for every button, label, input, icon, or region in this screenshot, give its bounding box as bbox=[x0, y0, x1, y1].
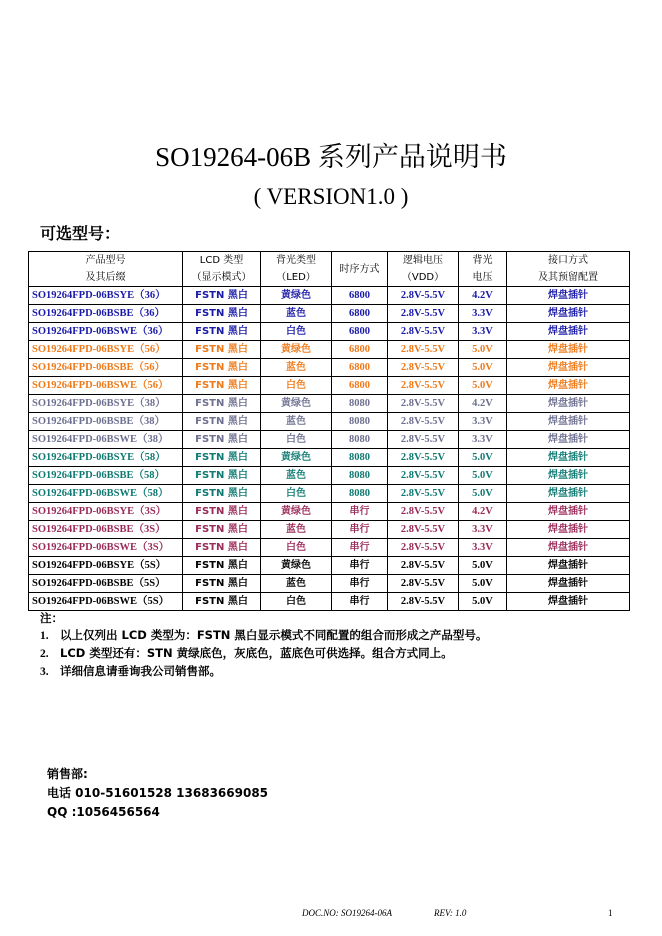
table-cell: FSTN 黑白 bbox=[183, 575, 261, 593]
table-cell: 串行 bbox=[332, 521, 388, 539]
table-cell: 蓝色 bbox=[261, 521, 332, 539]
table-row bbox=[29, 359, 630, 377]
table-cell: 黄绿色 bbox=[261, 557, 332, 575]
table-cell: 焊盘插针 bbox=[507, 467, 630, 485]
table-cell: 焊盘插针 bbox=[507, 341, 630, 359]
table-cell: 6800 bbox=[332, 377, 388, 395]
note-number: 3. bbox=[40, 666, 49, 678]
table-cell: FSTN 黑白 bbox=[183, 449, 261, 467]
table-cell: 5.0V bbox=[459, 575, 507, 593]
section-heading: 可选型号： bbox=[40, 224, 121, 243]
table-row bbox=[29, 341, 630, 359]
model-table bbox=[28, 251, 630, 611]
table-cell: FSTN 黑白 bbox=[183, 485, 261, 503]
table-cell: 串行 bbox=[332, 557, 388, 575]
table-cell: 焊盘插针 bbox=[507, 323, 630, 341]
table-cell: 焊盘插针 bbox=[507, 449, 630, 467]
table-cell: SO19264FPD-06BSBE（56） bbox=[29, 359, 183, 377]
column-header bbox=[332, 252, 388, 287]
table-cell: 4.2V bbox=[459, 503, 507, 521]
table-cell: 2.8V-5.5V bbox=[388, 359, 459, 377]
table-cell: 焊盘插针 bbox=[507, 359, 630, 377]
note-text: 详细信息请垂询我公司销售部。 bbox=[60, 664, 221, 678]
table-cell: 白色 bbox=[261, 539, 332, 557]
table-row bbox=[29, 575, 630, 593]
table-cell: 5.0V bbox=[459, 449, 507, 467]
column-header bbox=[261, 252, 332, 287]
table-cell: SO19264FPD-06BSYE（3S） bbox=[29, 503, 183, 521]
table-cell: 2.8V-5.5V bbox=[388, 503, 459, 521]
table-cell: SO19264FPD-06BSYE（56） bbox=[29, 341, 183, 359]
column-header bbox=[459, 252, 507, 287]
table-cell: 黄绿色 bbox=[261, 287, 332, 305]
table-cell: 2.8V-5.5V bbox=[388, 305, 459, 323]
table-cell: 白色 bbox=[261, 485, 332, 503]
table-body bbox=[29, 287, 630, 611]
table-cell: FSTN 黑白 bbox=[183, 521, 261, 539]
table-cell: 6800 bbox=[332, 359, 388, 377]
table-cell: 白色 bbox=[261, 593, 332, 611]
page-number: 1 bbox=[608, 908, 613, 918]
table-row bbox=[29, 485, 630, 503]
table-cell: 3.3V bbox=[459, 323, 507, 341]
table-cell: 2.8V-5.5V bbox=[388, 467, 459, 485]
table-cell: 焊盘插针 bbox=[507, 395, 630, 413]
column-header-line: 逻辑电压 bbox=[403, 255, 443, 266]
table-cell: SO19264FPD-06BSYE（5S） bbox=[29, 557, 183, 575]
table-row bbox=[29, 305, 630, 323]
table-cell: 3.3V bbox=[459, 539, 507, 557]
table-cell: 白色 bbox=[261, 323, 332, 341]
table-cell: 黄绿色 bbox=[261, 449, 332, 467]
table-cell: FSTN 黑白 bbox=[183, 503, 261, 521]
table-cell: 6800 bbox=[332, 323, 388, 341]
column-header-line: LCD 类型 bbox=[199, 255, 244, 266]
column-header-line: 产品型号 bbox=[85, 255, 126, 266]
table-cell: 2.8V-5.5V bbox=[388, 413, 459, 431]
table-cell: 串行 bbox=[332, 539, 388, 557]
table-cell: 焊盘插针 bbox=[507, 539, 630, 557]
table-cell: 串行 bbox=[332, 593, 388, 611]
note-text: 以上仅列出 LCD 类型为：FSTN 黑白显示模式不同配置的组合而形成之产品型号。 bbox=[60, 628, 488, 642]
table-cell: 4.2V bbox=[459, 287, 507, 305]
table-cell: SO19264FPD-06BSWE（5S） bbox=[29, 593, 183, 611]
table-row bbox=[29, 413, 630, 431]
table-cell: SO19264FPD-06BSWE（3S） bbox=[29, 539, 183, 557]
table-cell: 焊盘插针 bbox=[507, 557, 630, 575]
table-cell: 5.0V bbox=[459, 341, 507, 359]
column-header-line: 及其预留配置 bbox=[538, 272, 598, 283]
table-cell: FSTN 黑白 bbox=[183, 539, 261, 557]
table-row bbox=[29, 449, 630, 467]
table-cell: 2.8V-5.5V bbox=[388, 377, 459, 395]
note-number: 2. bbox=[40, 648, 49, 660]
table-cell: SO19264FPD-06BSBE（36） bbox=[29, 305, 183, 323]
table-cell: 2.8V-5.5V bbox=[388, 323, 459, 341]
table-row bbox=[29, 467, 630, 485]
table-cell: 2.8V-5.5V bbox=[388, 449, 459, 467]
table-cell: 蓝色 bbox=[261, 467, 332, 485]
table-cell: 2.8V-5.5V bbox=[388, 341, 459, 359]
table-cell: 焊盘插针 bbox=[507, 521, 630, 539]
column-header bbox=[183, 252, 261, 287]
table-cell: SO19264FPD-06BSBE（38） bbox=[29, 413, 183, 431]
footer-doc-number: DOC.NO: SO19264-06A bbox=[302, 908, 392, 918]
notes-section bbox=[40, 610, 487, 681]
table-cell: 8080 bbox=[332, 395, 388, 413]
footer-revision: REV: 1.0 bbox=[434, 908, 467, 918]
table-cell: 8080 bbox=[332, 413, 388, 431]
table-cell: 焊盘插针 bbox=[507, 413, 630, 431]
table-row bbox=[29, 539, 630, 557]
note-text: LCD 类型还有：STN 黄绿底色，灰底色，蓝底色可供选择。组合方式同上。 bbox=[60, 646, 453, 660]
note-item-1 bbox=[40, 627, 487, 645]
table-cell: SO19264FPD-06BSYE（58） bbox=[29, 449, 183, 467]
column-header-line: （LED） bbox=[276, 272, 316, 283]
table-cell: 3.3V bbox=[459, 521, 507, 539]
column-header-line: 时序方式 bbox=[339, 263, 380, 275]
table-cell: 蓝色 bbox=[261, 575, 332, 593]
column-header-line: 接口方式 bbox=[548, 255, 588, 266]
table-cell: FSTN 黑白 bbox=[183, 377, 261, 395]
table-cell: 6800 bbox=[332, 341, 388, 359]
column-header-line: 及其后缀 bbox=[85, 272, 126, 283]
table-cell: 2.8V-5.5V bbox=[388, 395, 459, 413]
table-cell: 2.8V-5.5V bbox=[388, 575, 459, 593]
document-version: ( VERSION1.0 ) bbox=[253, 184, 409, 209]
table-cell: 串行 bbox=[332, 575, 388, 593]
table-cell: 黄绿色 bbox=[261, 341, 332, 359]
table-cell: 蓝色 bbox=[261, 413, 332, 431]
table-cell: 5.0V bbox=[459, 485, 507, 503]
table-cell: 蓝色 bbox=[261, 359, 332, 377]
table-cell: 黄绿色 bbox=[261, 395, 332, 413]
table-cell: SO19264FPD-06BSYE（38） bbox=[29, 395, 183, 413]
table-row bbox=[29, 287, 630, 305]
table-cell: 白色 bbox=[261, 431, 332, 449]
table-cell: 5.0V bbox=[459, 557, 507, 575]
table-cell: FSTN 黑白 bbox=[183, 341, 261, 359]
table-cell: SO19264FPD-06BSWE（58） bbox=[29, 485, 183, 503]
table-cell: 2.8V-5.5V bbox=[388, 557, 459, 575]
table-cell: FSTN 黑白 bbox=[183, 431, 261, 449]
table-cell: 焊盘插针 bbox=[507, 575, 630, 593]
table-cell: 蓝色 bbox=[261, 305, 332, 323]
table-cell: FSTN 黑白 bbox=[183, 395, 261, 413]
table-cell: 5.0V bbox=[459, 593, 507, 611]
table-row bbox=[29, 377, 630, 395]
table-row bbox=[29, 431, 630, 449]
table-cell: 8080 bbox=[332, 431, 388, 449]
table-cell: 3.3V bbox=[459, 413, 507, 431]
table-row bbox=[29, 521, 630, 539]
table-cell: SO19264FPD-06BSWE（36） bbox=[29, 323, 183, 341]
table-cell: 焊盘插针 bbox=[507, 503, 630, 521]
table-row bbox=[29, 557, 630, 575]
column-header bbox=[29, 252, 183, 287]
table-cell: 5.0V bbox=[459, 359, 507, 377]
sales-contact bbox=[47, 765, 268, 822]
table-cell: 2.8V-5.5V bbox=[388, 539, 459, 557]
document-title: SO19264-06B 系列产品说明书 bbox=[155, 142, 507, 172]
column-header-line: （显示模式） bbox=[191, 272, 252, 283]
table-cell: 8080 bbox=[332, 485, 388, 503]
sales-heading: 销售部: bbox=[47, 767, 88, 781]
table-cell: 8080 bbox=[332, 467, 388, 485]
table-cell: 2.8V-5.5V bbox=[388, 287, 459, 305]
table-cell: 4.2V bbox=[459, 395, 507, 413]
table-cell: 白色 bbox=[261, 377, 332, 395]
column-header-line: 电压 bbox=[472, 272, 493, 283]
table-cell: 焊盘插针 bbox=[507, 593, 630, 611]
table-cell: 焊盘插针 bbox=[507, 431, 630, 449]
table-row bbox=[29, 323, 630, 341]
table-cell: SO19264FPD-06BSBE（58） bbox=[29, 467, 183, 485]
table-cell: FSTN 黑白 bbox=[183, 557, 261, 575]
table-header-row bbox=[29, 252, 630, 287]
table-cell: 2.8V-5.5V bbox=[388, 485, 459, 503]
sales-phone: 电话 010-51601528 13683669085 bbox=[47, 786, 269, 800]
table-cell: FSTN 黑白 bbox=[183, 413, 261, 431]
note-number: 1. bbox=[40, 630, 49, 642]
table-cell: FSTN 黑白 bbox=[183, 305, 261, 323]
table-cell: 8080 bbox=[332, 449, 388, 467]
table-cell: SO19264FPD-06BSWE（56） bbox=[29, 377, 183, 395]
table-cell: 焊盘插针 bbox=[507, 485, 630, 503]
sales-qq: QQ :1056456564 bbox=[47, 805, 160, 819]
table-cell: 6800 bbox=[332, 287, 388, 305]
column-header-line: 背光类型 bbox=[276, 255, 316, 266]
table-cell: SO19264FPD-06BSWE（38） bbox=[29, 431, 183, 449]
table-cell: SO19264FPD-06BSBE（3S） bbox=[29, 521, 183, 539]
table-cell: SO19264FPD-06BSYE（36） bbox=[29, 287, 183, 305]
column-header-line: （VDD） bbox=[401, 272, 445, 283]
table-cell: 2.8V-5.5V bbox=[388, 521, 459, 539]
table-cell: FSTN 黑白 bbox=[183, 359, 261, 377]
notes-heading: 注： bbox=[40, 611, 63, 625]
table-cell: 焊盘插针 bbox=[507, 287, 630, 305]
column-header bbox=[388, 252, 459, 287]
column-header bbox=[507, 252, 630, 287]
table-cell: 5.0V bbox=[459, 467, 507, 485]
column-header-line: 背光 bbox=[472, 255, 493, 266]
table-cell: 串行 bbox=[332, 503, 388, 521]
table-cell: 黄绿色 bbox=[261, 503, 332, 521]
note-item-2 bbox=[40, 645, 487, 663]
table-cell: 3.3V bbox=[459, 431, 507, 449]
table-cell: 5.0V bbox=[459, 377, 507, 395]
table-row bbox=[29, 593, 630, 611]
table-cell: 6800 bbox=[332, 305, 388, 323]
table-row bbox=[29, 503, 630, 521]
table-cell: 2.8V-5.5V bbox=[388, 593, 459, 611]
table-cell: 2.8V-5.5V bbox=[388, 431, 459, 449]
table-cell: FSTN 黑白 bbox=[183, 467, 261, 485]
table-cell: 焊盘插针 bbox=[507, 305, 630, 323]
note-item-3 bbox=[40, 663, 487, 681]
table-cell: 焊盘插针 bbox=[507, 377, 630, 395]
table-cell: FSTN 黑白 bbox=[183, 323, 261, 341]
table-cell: 3.3V bbox=[459, 305, 507, 323]
table-row bbox=[29, 395, 630, 413]
table-cell: FSTN 黑白 bbox=[183, 287, 261, 305]
table-cell: FSTN 黑白 bbox=[183, 593, 261, 611]
table-cell: SO19264FPD-06BSBE（5S） bbox=[29, 575, 183, 593]
